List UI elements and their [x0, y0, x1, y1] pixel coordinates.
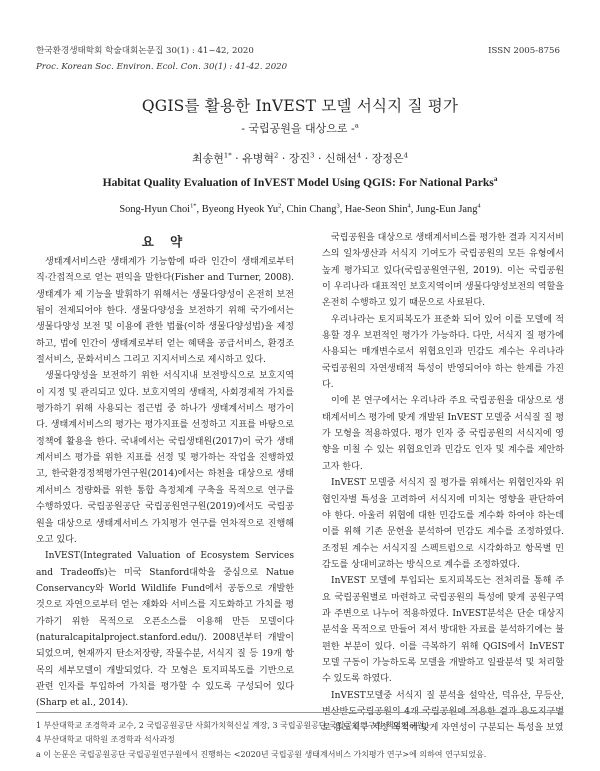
paragraph: InVEST모델중 서식지 질 분석을 설악산, 덕유산, 무등산, 변산반도국립공원의 4개 국립공원에 적용한 결과 용도지구별로 용도지구 지정 목적에 맞게 자연성이 구분되는 특성을 보였	[322, 690, 564, 734]
journal-header-ko: 한국환경생태학회 학술대회논문집 30(1) : 41~42, 2020	[36, 46, 254, 56]
paragraph: InVEST 모델에 투입되는 토지피복도는 전처리를 통해 주요 국립공원별로 마련하고 국립공원의 특성에 맞게 공원구역과 주변으로 나누어 적용하였다. InVEST분석은 단순 대상지 분석을 목적으로 만들어 져서 방대한 자료를 분석하기에는 불편한 부분이 있다. 이를 극복하기 위해 QGIS에서 InVEST 모델 구동이 가능하도록 모델을 개발하고 일괄분석 및 처리할 수 있도록 하였다.	[322, 576, 564, 685]
paper-title-en	[0, 176, 600, 189]
paragraph: InVEST 모델중 서식지 질 평가를 위해서는 위협인자와 위협인자별 특성을 고려하여 서식지에 미치는 영향을 판단하여야 한다. 아울러 위협에 대한 민감도를 계수화 하여야 하는데 이를 위해 기존 문헌을 분석하여 민감도 계수를 조정하였다. 조정된 계수는 서식지질 스펙트럼으로 시각화하고 항목별 민감도를 상대비교하는 방식으로 계수를 조정하였다.	[322, 478, 564, 570]
author-ko: 신해선	[325, 152, 357, 165]
separator: ,	[196, 204, 202, 215]
title-en-text: Habitat Quality Evaluation of InVEST Model Using QGIS: For National Parks	[102, 176, 494, 189]
author-mark: 2	[274, 151, 279, 160]
separator: ,	[339, 204, 345, 215]
footnote-affiliations: 1 부산대학교 조경학과 교수, 2 국립공원공단 사회가치혁신실 계장, 3 국립공원공단 국립공원연구원 책임연구원,	[36, 721, 427, 730]
abstract-heading: 요 약	[141, 234, 189, 249]
author-mark: 4	[403, 151, 408, 160]
paragraph: 우리나라는 토지피복도가 표준화 되어 있어 이를 모델에 적용할 경우 보편적인 평가가 가능하다. 다만, 서식지 질 평가에 사용되는 매개변수로서 위협요인과 민감도 계수는 우리나라 국립공원의 자연생태적 특성이 반영되어야 하는 한계를 가진다.	[322, 314, 564, 391]
author-ko: 장정은	[371, 152, 404, 165]
author-ko: 유병혁	[242, 152, 275, 165]
paragraph: InVEST(Integrated Valuation of Ecosystem Services and Tradeoffs)는 미국 Stanford대학을 중심으로 Natue Conservancy와 World Wildlife Fund에서 공동으로 개발한 것으로 자연으로부터 얻는 재화와 서비스를 지도화하고 가치를 평가하기 위한 목적으로 오픈소스를 이용해 만든 모델이다(naturalcapitalproject.stanford.edu/). 2008년부터 개발이 되었으며, 현재까지 탄소저장량, 작물수분, 서식지 질 등 19개 항목의 세부모델이 개발되었다. 각 모형은 토지피복도를 기반으로 관련 인자를 투입하여 가치를 평가할 수 있도록 구성되어 있다(Sharp et al., 2014).	[36, 551, 294, 709]
authors-en	[0, 204, 600, 215]
paragraph: 이에 본 연구에서는 우리나라 주요 국립공원을 대상으로 생태계서비스 평가에 맞게 개발된 InVEST 모델중 서식질 질 평가 모형을 적용하였다. 평가 인자 중 국립공원의 서식지에 영향을 미칠 수 있는 위협요인과 민감도 인자 및 계수를 제안하고자 한다.	[322, 396, 564, 472]
author-en: Byeong Hyeok Yu	[201, 204, 279, 215]
author-mark: 4	[407, 202, 411, 210]
separator: ·	[364, 152, 369, 165]
author-en: Song-Hyun Choi	[119, 204, 191, 215]
author-en: Jung-Eun Jang	[415, 204, 478, 215]
paper-title-ko: QGIS를 활용한 InVEST 모델 서식지 질 평가	[141, 97, 459, 115]
paper-subtitle-ko	[0, 120, 600, 136]
author-mark: 1*	[190, 202, 197, 210]
footnote-affiliations-cont: 4 부산대학교 대학원 조경학과 석사과정	[36, 735, 175, 744]
authors-ko	[0, 150, 600, 166]
author-ko: 장진	[288, 152, 311, 165]
author-mark: 4	[477, 202, 481, 210]
author-ko: 최송현	[192, 152, 224, 165]
body-column-left	[36, 254, 294, 712]
author-mark: 3	[310, 151, 315, 160]
separator: ·	[235, 152, 239, 165]
author-mark: 2	[278, 202, 282, 210]
issn: ISSN 2005-8756	[488, 46, 560, 56]
footnote-divider	[36, 712, 564, 713]
subtitle-footnote-mark: a	[354, 121, 359, 130]
body-column-right	[322, 230, 564, 737]
author-mark: 1*	[223, 151, 232, 160]
footnote-funding: a 이 논문은 국립공원공단 국립공원연구원에서 진행하는 <2020년 국립공원 생태계서비스 가치평가 연구>에 의하여 연구되었음.	[36, 750, 487, 759]
separator: ·	[318, 152, 322, 165]
paragraph: 생물다양성을 보전하기 위한 서식지내 보전방식으로 보호지역이 지정 및 관리되고 있다. 보호지역의 생태적, 사회경제적 가치를 평가하기 위해 사용되는 접근법 중 하나가 생태계서비스 평가이다. 생태계서비스의 평가는 평가지표를 선정하고 지표를 바탕으로 정책에 활용을 한다. 국내에서는 국립생태원(2017)이 국가 생태계서비스 평가를 위한 지표를 선정 및 평가하는 작업을 진행하였고, 한국환경정책평가연구원(2014)에서는 하천을 대상으로 생태계서비스 정량화를 위한 통합 측정체계 구축을 목적으로 연구를 수행하였다. 국립공원공단 국립공원연구원(2019)에서도 국립공원을 대상으로 생태계서비스 가치평가 연구를 연차적으로 진행해 오고 있다.	[36, 371, 294, 545]
title-en-footnote-mark: a	[493, 175, 498, 184]
author-en: Chin Chang	[286, 204, 337, 215]
separator: ·	[281, 152, 286, 165]
separator: ,	[410, 204, 416, 215]
journal-header-en: Proc. Korean Soc. Environ. Ecol. Con. 30(1) : 41-42. 2020	[36, 62, 288, 72]
paragraph: 생태계서비스란 생태계가 기능함에 따라 인간이 생태계로부터 직·간접적으로 얻는 편익을 말한다(Fisher and Turner, 2008). 생태계가 제 기능을 발휘하기 위해서는 생물다양성이 온전히 보전됨이 전제되어야 한다. 생물다양성을 보전하기 위해 국가에서는 생물다양성 보전 및 이용에 관한 법률(이하 생물다양성법)을 제정하고, 법에 인간이 생태계로부터 얻는 혜택을 공급서비스, 환경조절서비스, 문화서비스 그리고 지지서비스로 제시하고 있다.	[36, 257, 294, 366]
author-en: Hae-Seon Shin	[344, 204, 408, 215]
subtitle-text: - 국립공원을 대상으로 -	[241, 122, 355, 135]
separator: ,	[281, 204, 287, 215]
paragraph: 국립공원을 대상으로 생태계서비스를 평가한 결과 지지서비스의 일차생산과 서식지 기여도가 국립공원의 모든 유형에서 높게 평가되고 있다(국립공원연구원, 2019). 이는 국립공원이 우리나라 대표적인 보호지역이며 생물다양성보전의 역할을 온전히 수행하고 있기 때문으로 사료된다.	[322, 233, 564, 309]
author-mark: 4	[356, 151, 362, 160]
author-mark: 3	[336, 202, 340, 210]
